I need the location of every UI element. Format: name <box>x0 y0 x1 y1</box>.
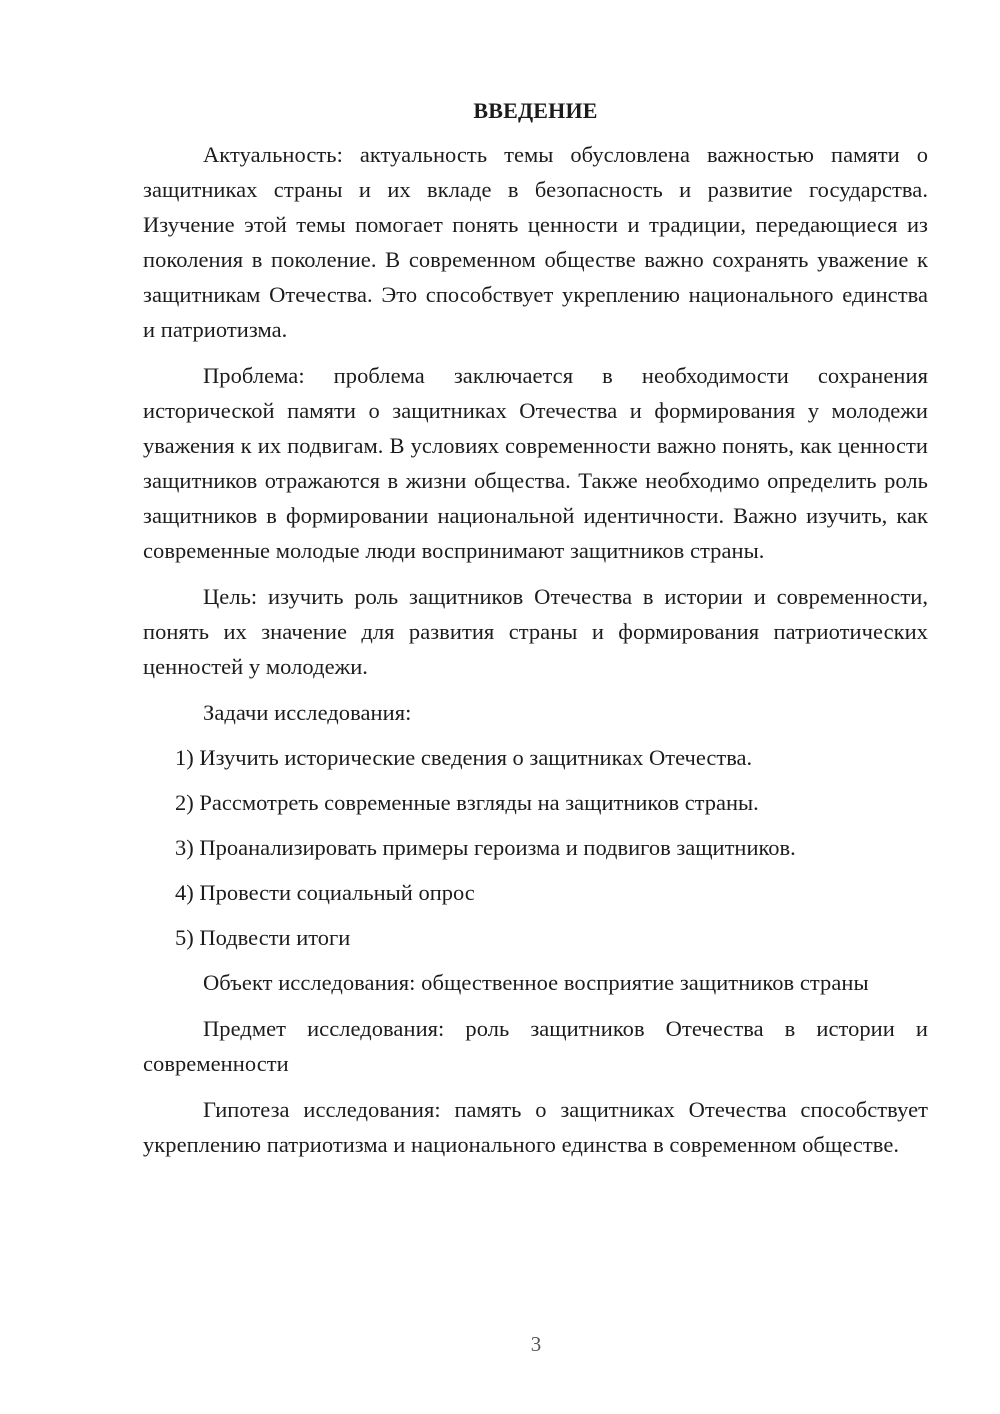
tasks-list <box>143 740 928 955</box>
relevance-paragraph: Актуальность: актуальность темы обусловлена важностью памяти о защитниках страны и их вкладе в безопасность и развитие государства. Изучение этой темы помогает понять ценности и традиции, передающиеся из поколения в поколение. В современном обществе важно сохранять уважение к защитникам Отечества. Это способствует укреплению национального единства и патриотизма. <box>143 142 928 342</box>
goal-paragraph: Цель: изучить роль защитников Отечества в истории и современности, понять их значение для развития страны и формирования патриотических ценностей у молодежи. <box>143 584 928 679</box>
subject-paragraph: Предмет исследования: роль защитников Отечества в истории и современности <box>143 1016 928 1076</box>
task-item: 4) Провести социальный опрос <box>175 880 475 905</box>
task-item: 2) Рассмотреть современные взгляды на защитников страны. <box>175 790 759 815</box>
task-item: 3) Проанализировать примеры героизма и подвигов защитников. <box>175 835 796 860</box>
task-item: 5) Подвести итоги <box>175 925 351 950</box>
object-paragraph: Объект исследования: общественное восприятие защитников страны <box>203 970 869 995</box>
page-number: 3 <box>530 1332 542 1356</box>
tasks-label: Задачи исследования: <box>203 700 412 725</box>
section-heading: ВВЕДЕНИЕ <box>473 98 598 123</box>
problem-paragraph: Проблема: проблема заключается в необходимости сохранения исторической памяти о защитниках Отечества и формирования у молодежи уважения к их подвигам. В условиях современности важно понять, как ценности защитников отражаются в жизни общества. Также необходимо определить роль защитников в формировании национальной идентичности. Важно изучить, как современные молодые люди воспринимают защитников страны. <box>143 363 928 563</box>
page-body <box>143 95 928 1173</box>
task-item: 1) Изучить исторические сведения о защитниках Отечества. <box>175 745 753 770</box>
hypothesis-paragraph: Гипотеза исследования: память о защитниках Отечества способствует укреплению патриотизма и национального единства в современном обществе. <box>143 1097 928 1157</box>
